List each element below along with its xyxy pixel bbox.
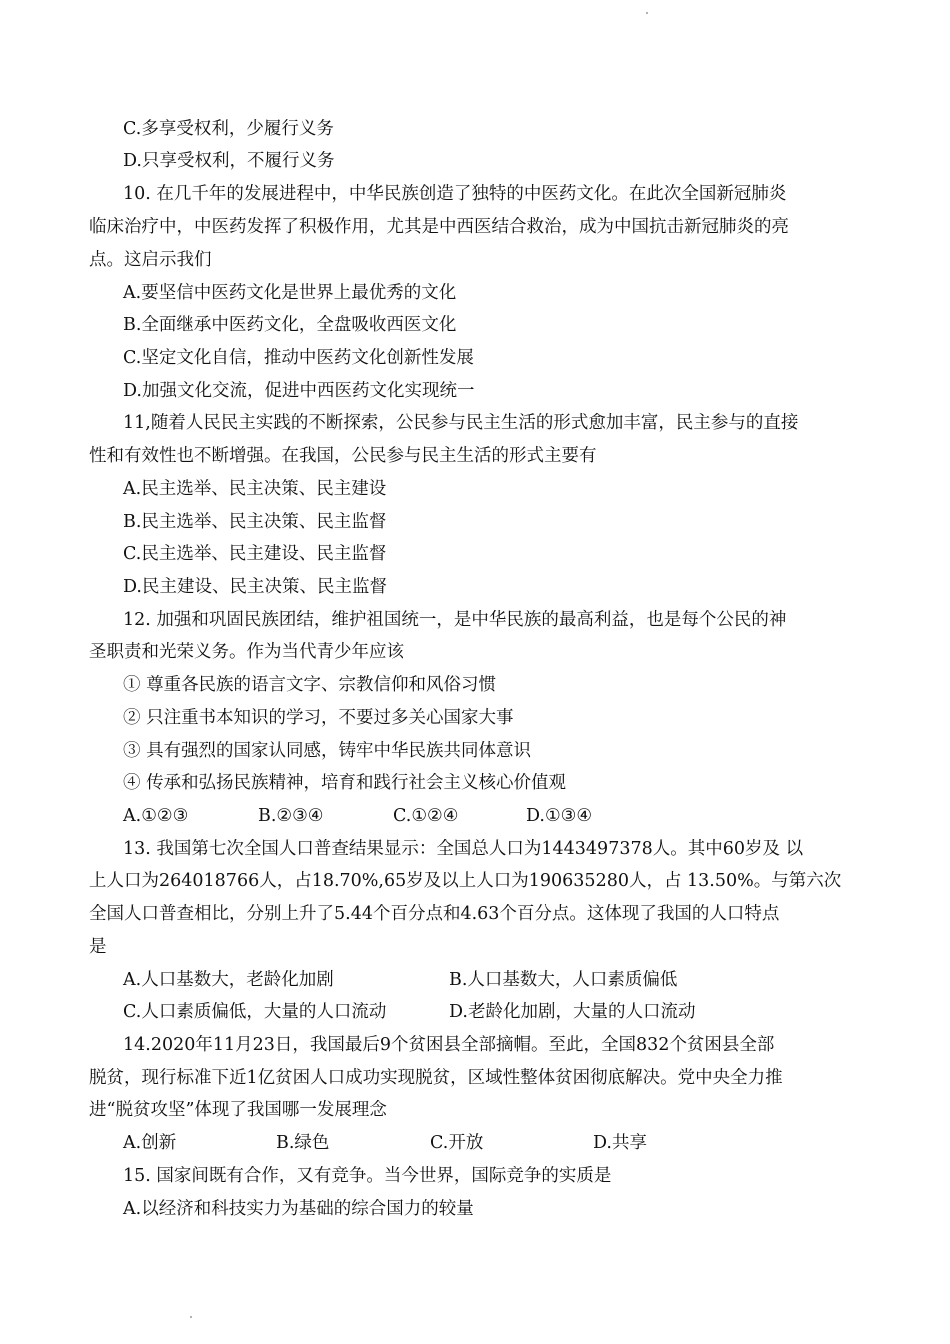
q13-option-c: C.人口素质偏低，大量的人口流动 — [123, 1002, 387, 1022]
q10-stem-line-2: 临床治疗中，中医药发挥了积极作用，尤其是中西医结合救治，成为中国抗击新冠肺炎的亮 — [89, 217, 789, 237]
q13-stem-line-4: 是 — [89, 937, 107, 957]
q11-option-a: A.民主选举、民主决策、民主建设 — [123, 479, 387, 499]
q14-option-d: D.共享 — [593, 1133, 647, 1153]
q13-option-a: A.人口基数大，老龄化加剧 — [123, 970, 334, 990]
q10-stem-line-1: 10. 在几千年的发展进程中，中华民族创造了独特的中医药文化。在此次全国新冠肺炎 — [123, 184, 787, 204]
scan-speck-bottom — [190, 1316, 192, 1318]
q11-stem-line-1: 11,随着人民民主实践的不断探索，公民参与民主生活的形式愈加丰富，民主参与的直接 — [123, 413, 799, 433]
q12-option-a: A.①②③ — [123, 806, 189, 826]
q12-stem-line-2: 圣职责和光荣义务。作为当代青少年应该 — [89, 642, 404, 662]
q14-stem-line-3: 进“脱贫攻坚”体现了我国哪一发展理念 — [89, 1100, 387, 1120]
q10-option-d: D.加强文化交流，促进中西医药文化实现统一 — [123, 381, 475, 401]
q11-option-c: C.民主选举、民主建设、民主监督 — [123, 544, 387, 564]
q14-stem-line-1: 14.2020年11月23日，我国最后9个贫困县全部摘帽。至此，全国832个贫困县全部 — [123, 1035, 775, 1055]
q13-stem-line-2: 上人口为264018766人，占18.70%,65岁及以上人口为190635280人，占 13.50%。与第六次 — [89, 871, 842, 891]
q15-option-a: A.以经济和科技实力为基础的综合国力的较量 — [123, 1199, 474, 1219]
q12-item-2: ② 只注重书本知识的学习，不要过多关心国家大事 — [123, 708, 514, 728]
q12-option-b: B.②③④ — [258, 806, 324, 826]
q10-option-c: C.坚定文化自信，推动中医药文化创新性发展 — [123, 348, 474, 368]
q12-item-4: ④ 传承和弘扬民族精神，培育和践行社会主义核心价值观 — [123, 773, 567, 793]
q9-option-d: D.只享受权利，不履行义务 — [123, 151, 335, 171]
q14-stem-line-2: 脱贫，现行标准下近1亿贫困人口成功实现脱贫，区域性整体贫困彻底解决。党中央全力推 — [89, 1068, 783, 1088]
q10-stem-line-3: 点。这启示我们 — [89, 250, 212, 270]
scan-speck-top — [646, 12, 648, 14]
q11-option-d: D.民主建设、民主决策、民主监督 — [123, 577, 387, 597]
q12-option-c: C.①②④ — [393, 806, 459, 826]
q14-option-b: B.绿色 — [276, 1133, 330, 1153]
q12-item-3: ③ 具有强烈的国家认同感，铸牢中华民族共同体意识 — [123, 741, 532, 761]
q13-option-d: D.老龄化加剧，大量的人口流动 — [449, 1002, 696, 1022]
q14-option-c: C.开放 — [430, 1133, 484, 1153]
q14-option-a: A.创新 — [123, 1133, 177, 1153]
q11-stem-line-2: 性和有效性也不断增强。在我国，公民参与民主生活的形式主要有 — [89, 446, 597, 466]
q9-option-c: C.多享受权利，少履行义务 — [123, 119, 334, 139]
q10-option-a: A.要坚信中医药文化是世界上最优秀的文化 — [123, 283, 457, 303]
q13-option-b: B.人口基数大，人口素质偏低 — [449, 970, 678, 990]
q11-option-b: B.民主选举、民主决策、民主监督 — [123, 512, 387, 532]
q12-stem-line-1: 12. 加强和巩固民族团结，维护祖国统一，是中华民族的最高利益，也是每个公民的神 — [123, 610, 787, 630]
q10-option-b: B.全面继承中医药文化，全盘吸收西医文化 — [123, 315, 457, 335]
q13-stem-line-1: 13. 我国第七次全国人口普查结果显示：全国总人口为1443497378人。其中60岁及 以 — [123, 839, 804, 859]
q15-stem-line-1: 15. 国家间既有合作，又有竞争。当今世界，国际竞争的实质是 — [123, 1166, 612, 1186]
q13-stem-line-3: 全国人口普查相比，分别上升了5.44个百分点和4.63个百分点。这体现了我国的人口特点 — [89, 904, 780, 924]
q12-item-1: ① 尊重各民族的语言文字、宗教信仰和风俗习惯 — [123, 675, 497, 695]
q12-option-d: D.①③④ — [526, 806, 593, 826]
